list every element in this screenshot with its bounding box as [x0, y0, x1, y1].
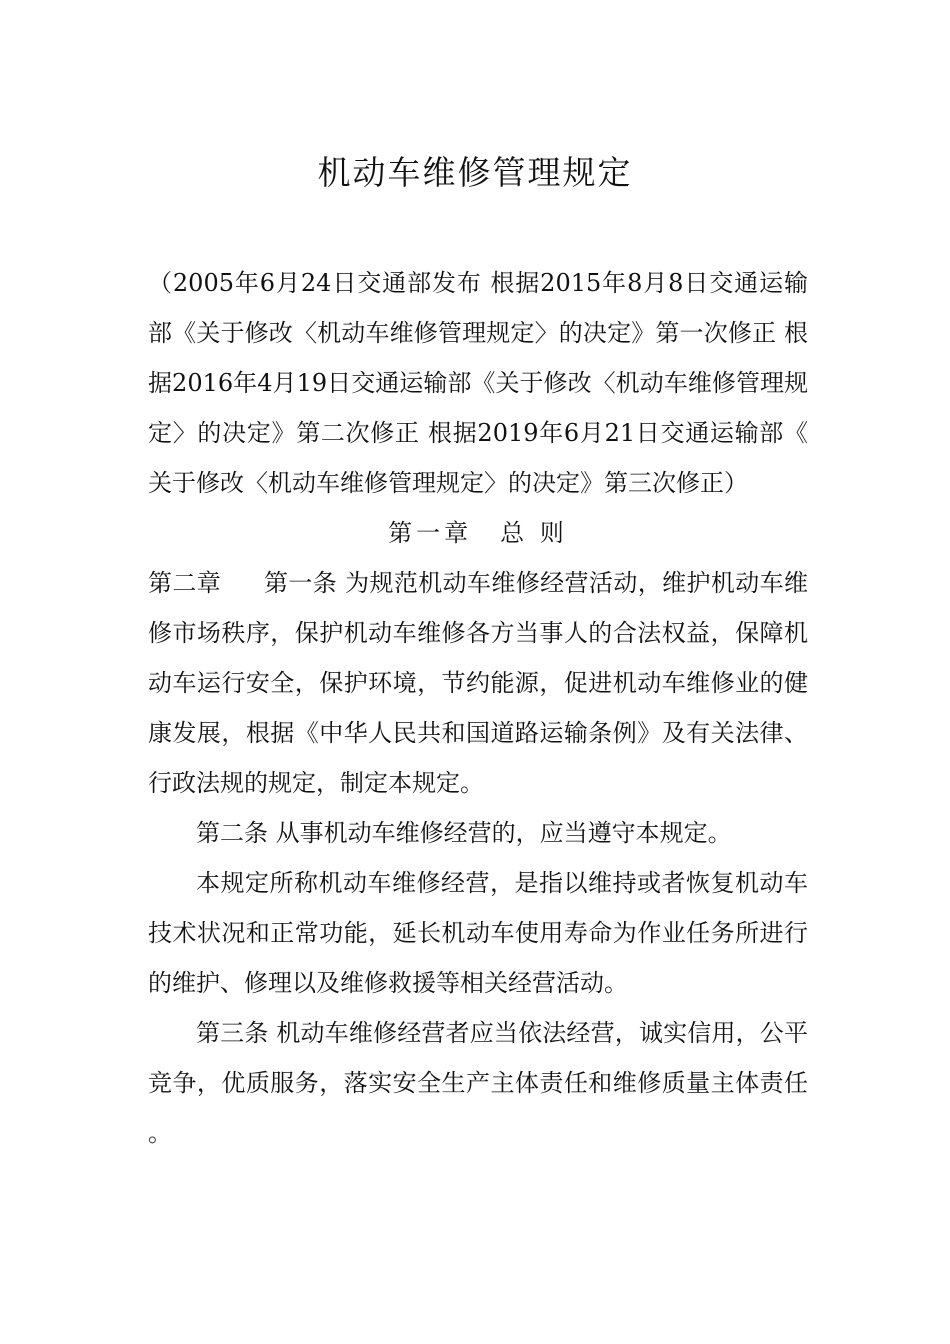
article-1-text: 第一条 为规范机动车维修经营活动，维护机动车维修市场秩序，保护机动车维修各方当事人的合法权益，保障机动车运行安全，保护环境，节约能源，促进机动车维修业的健康发展，根据《中华人民共和国道路运输条例》及有关法律、行政法规的规定，制定本规定。 [148, 569, 809, 797]
article-2-paragraph: 第二条 从事机动车维修经营的，应当遵守本规定。 [196, 819, 732, 847]
preamble-paragraph: （2005年6月24日交通部发布 根据2015年8月8日交通运输部《关于修改〈机动车维修管理规定〉的决定》第一次修正 根据2016年4月19日交通运输部《关于修改〈机动车维修管理规定〉的决定》第二次修正 根据2019年6月21日交通运输部《关于修改〈机动车维修管理规定〉的决定》第三次修正） [148, 269, 808, 497]
article-3-paragraph: 第三条 机动车维修经营者应当依法经营，诚实信用，公平竞争，优质服务，落实安全生产主体责任和维修质量主体责任。 [148, 1019, 808, 1147]
article-1-paragraph [148, 558, 808, 808]
chapter-heading: 第一章 总 则 [388, 519, 568, 547]
article-2-definition-paragraph: 本规定所称机动车维修经营，是指以维持或者恢复机动车技术状况和正常功能，延长机动车使用寿命为作业任务所进行的维护、修理以及维修救援等相关经营活动。 [148, 869, 808, 997]
document-body [148, 258, 808, 1158]
document-title: 机动车维修管理规定 [317, 153, 633, 192]
chapter-2-label: 第二章 [148, 569, 222, 597]
